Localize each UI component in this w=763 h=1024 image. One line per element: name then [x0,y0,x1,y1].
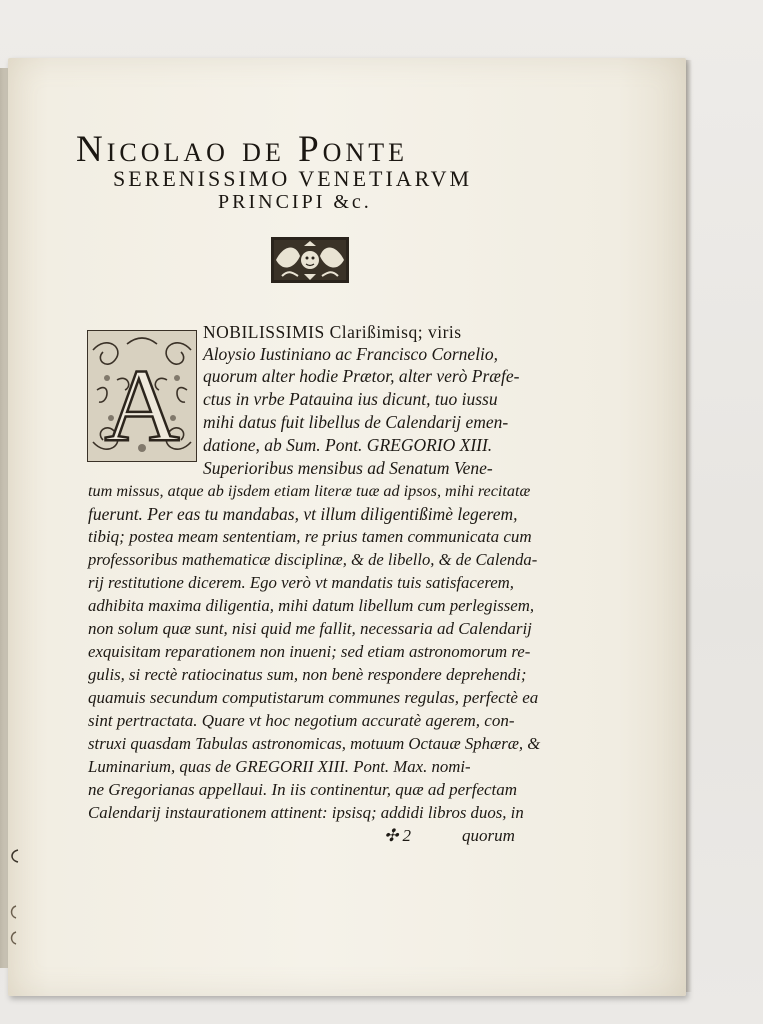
signature-mark: ✣ 2 [384,826,411,845]
body-line: ne Gregorianas appellaui. In iis continentur, quæ ad perfectam [88,780,518,799]
body-line: struxi quasdam Tabulas astronomicas, motuum Octauæ Sphæræ, & [88,734,541,753]
body-line: non solum quæ sunt, nisi quid me fallit, necessaria ad Calendarij [88,619,532,638]
body-line: Calendarij instaurationem attinent: ipsisq; addidi libros duos, in [88,803,524,822]
body-line: fuerunt. Per eas tu mandabas, vt illum diligentißimè legerem, [88,504,518,524]
body-line: mihi datus fuit libellus de Calendarij emen- [203,412,509,432]
dedication-heading-rank: PRINCIPI &c. [218,191,372,213]
body-line: datione, ab Sum. Pont. GREGORIO XIII. [203,435,493,455]
catchword: quorum [462,826,515,845]
decorated-initial-icon [87,330,197,462]
body-line: exquisitam reparationem non inueni; sed etiam astronomorum re- [88,642,531,661]
body-line: rij restitutione dicerem. Ego verò vt mandatis tuis satisfacerem, [88,573,514,592]
initial-letter: A [104,348,180,462]
body-line: tum missus, atque ab ijsdem etiam literæ tuæ ad ipsos, mihi recitatæ [88,482,531,500]
binding-thread-icon [6,846,26,966]
body-line: adhibita maxima diligentia, mihi datum libellum cum perlegissem, [88,596,535,615]
body-line: quamuis secundum computistarum communes regulas, perfectè ea [88,688,539,707]
body-line: NOBILISSIMIS Clarißimisq; viris [203,322,462,342]
body-line: Aloysio Iustiniano ac Francisco Cornelio, [203,344,499,364]
body-line: tibiq; postea meam sententiam, re prius tamen communicata cum [88,527,532,546]
page-shadow [686,60,692,992]
body-line: sint pertractata. Quare vt hoc negotium accuratè agerem, con- [88,711,515,730]
body-line: Superioribus mensibus ad Senatum Vene- [203,458,493,478]
body-line: quorum alter hodie Prætor, alter verò Præfe- [203,366,520,386]
dedication-heading-name: Nicolao de Ponte [76,129,408,170]
dedication-heading-title: SERENISSIMO VENETIARVM [113,166,473,191]
body-line: ctus in vrbe Patauina ius dicunt, tuo iussu [203,389,498,409]
decorative-headpiece-icon [270,236,350,284]
body-line: gulis, si rectè ratiocinatus sum, non benè respondere deprehendi; [88,665,527,684]
body-line: Luminarium, quas de GREGORII XIII. Pont. Max. nomi- [88,757,471,776]
body-line: professoribus mathematicæ disciplinæ, & de libello, & de Calenda- [88,550,538,569]
